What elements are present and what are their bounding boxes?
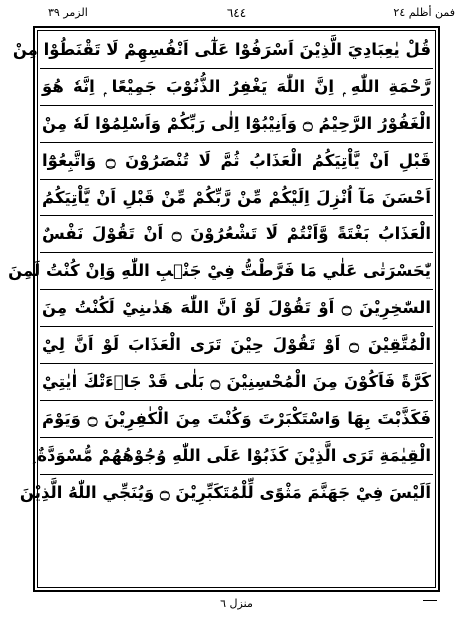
- verse-line: السّٰخِرِيْنَ ۝ اَوْ تَقُوْلَ لَوْ اَنَّ اللّٰهَ هَدٰىنِيْ لَكُنْتُ مِنَ: [40, 290, 433, 327]
- verse-line: يّٰحَسْرَتٰى عَلٰي مَا فَرَّطْتُّ فِيْ جَنْۢبِ اللّٰهِ وَاِنْ كُنْتُ لَمِنَ: [40, 253, 433, 290]
- verse-line: فَكَذَّبْتَ بِهَا وَاسْتَكْبَرْتَ وَكُنْتَ مِنَ الْكٰفِرِيْنَ ۝ وَيَوْمَ: [40, 401, 433, 438]
- verse-line: قُلْ يٰعِبَادِيَ الَّذِيْنَ اَسْرَفُوْا عَلٰٓى اَنْفُسِهِمْ لَا تَقْنَطُوْا مِنْ: [40, 32, 433, 69]
- juz-name-header: فمن أظلم ٢٤: [393, 6, 455, 19]
- verse-line: اَحْسَنَ مَآ اُنْزِلَ اِلَيْكُمْ مِّنْ رَّبِّكُمْ مِّنْ قَبْلِ اَنْ يَّاْتِيَكُمُ: [40, 180, 433, 217]
- surah-name-header: الزمر ٣٩: [48, 6, 88, 19]
- verse-line: الْقِيٰمَةِ تَرَى الَّذِيْنَ كَذَبُوْا عَلَى اللّٰهِ وُجُوْهُهُمْ مُّسْوَدَّةٌ ۭ: [40, 438, 433, 475]
- verse-line: الْعَذَابُ بَغْتَةً وَّاَنْتُمْ لَا تَشْعُرُوْنَ ۝ اَنْ تَقُوْلَ نَفْسٌ: [40, 216, 433, 253]
- verse-line: الْغَفُوْرُ الرَّحِيْمُ ۝ وَاَنِيْبُوْٓا اِلٰى رَبِّكُمْ وَاَسْلِمُوْا لَهٗ مِنْ: [40, 106, 433, 143]
- verse-line: كَرَّةً فَاَكُوْنَ مِنَ الْمُحْسِنِيْنَ ۝ بَلٰى قَدْ جَاۗءَتْكَ اٰيٰتِيْ: [40, 364, 433, 401]
- verse-line: اَلَيْسَ فِيْ جَهَنَّمَ مَثْوًى لِّلْمُتَكَبِّرِيْنَ ۝ وَيُنَجِّي اللّٰهُ الَّذِيْنَ: [19, 482, 431, 502]
- page-number: ٦٤٤: [226, 6, 247, 20]
- footer-mark: [423, 600, 437, 607]
- verse-line: الْمُتَّقِيْنَ ۝ اَوْ تَقُوْلَ حِيْنَ تَرَى الْعَذَابَ لَوْ اَنَّ لِيْ: [40, 327, 433, 364]
- verse-lines: [8, 32, 433, 586]
- verse-line: رَّحْمَةِ اللّٰهِ ۭ اِنَّ اللّٰهَ يَغْفِرُ الذُّنُوْبَ جَمِيْعًا ۭ اِنَّهٗ هُوَ: [40, 69, 433, 106]
- verse-line: قَبْلِ اَنْ يَّاْتِيَكُمُ الْعَذَابُ ثُمَّ لَا تُنْصَرُوْنَ ۝ وَاتَّبِعُوْٓا: [40, 143, 433, 180]
- manzil-footer: منزل ٦: [220, 597, 253, 610]
